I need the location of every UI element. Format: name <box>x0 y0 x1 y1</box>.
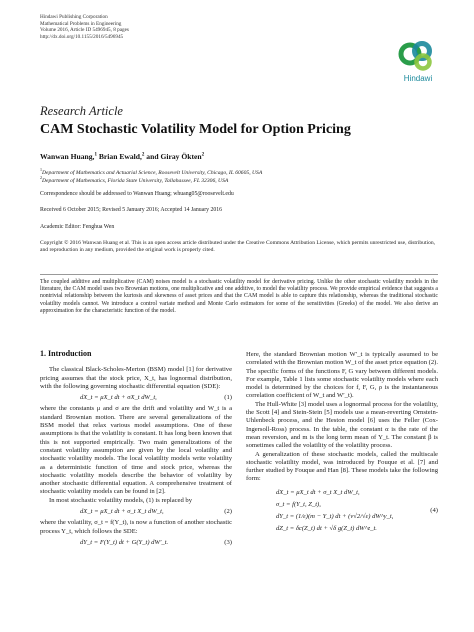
correspondence: Correspondence should be addressed to Wanwan Huang; whuang05@roosevelt.edu <box>40 191 234 197</box>
doi-link[interactable]: http://dx.doi.org/10.1155/2016/5496945 <box>40 33 124 40</box>
affiliation-text: Department of Mathematics and Actuarial Science, Roosevelt University, Chicago, IL 60605, USA <box>42 169 263 176</box>
academic-editor: Academic Editor: Fenghua Wen <box>40 224 115 230</box>
affiliation <box>40 175 228 184</box>
paragraph: where the volatility, σ_t = f(Y_t), is now a function of another stochastic process Y_t, which follows the SDE: <box>40 519 232 535</box>
left-column <box>40 348 232 550</box>
section-heading: 1. Introduction <box>40 349 92 358</box>
equation-4 <box>246 484 438 538</box>
equation-line: dX_t = μX_t dt + σ_t X_t dW_t, <box>276 488 360 496</box>
author-name: Wanwan Huang, <box>40 152 95 161</box>
article-title: CAM Stochastic Volatility Model for Option Pricing <box>40 122 351 137</box>
paragraph: The classical Black-Scholes-Merton (BSM) model [1] for derivative pricing assumes that the stock price, X_t, has lognormal distribution, with the following governing stochastic differential equation (SDE): <box>40 366 232 390</box>
journal-name: Mathematical Problems in Engineering <box>40 20 122 27</box>
article-dates: Received 6 October 2015; Revised 5 January 2016; Accepted 14 January 2016 <box>40 207 223 213</box>
equation-line: dY_t = (1/ε)(m − Y_t) dt + (ν√2/√ε) dW^y_t, <box>276 512 394 520</box>
equation-body: dY_t = F(Y_t) dt + G(Y_t) dW′_t. <box>80 538 169 546</box>
paragraph: In most stochastic volatility models, (1) is replaced by <box>49 496 193 504</box>
paragraph: The Hull-White [3] model uses a lognormal process for the volatility, the Scott [4] and Stein-Stein [5] models use a mean-reverting Ornstein-Uhlenbeck process, and the Heston model [6] uses the Feller (Cox-Ingersoll-Ross) process. In the table, the constant α is the rate of the mean reversion, and m is the long term mean of Y_t. The constant β is sometimes called the volatility of the volatility process. <box>246 400 438 450</box>
author-name: and Giray Ökten <box>144 152 202 161</box>
equation-number: (4) <box>430 506 438 514</box>
hindawi-logo-icon <box>396 40 440 74</box>
author-affil-mark: 2 <box>141 152 145 158</box>
equation-1 <box>40 391 232 405</box>
author-list <box>40 152 204 161</box>
hindawi-logo-text: Hindawi <box>403 74 433 83</box>
hindawi-logo <box>396 40 440 83</box>
equation-number: (2) <box>224 508 232 516</box>
right-column <box>246 351 438 538</box>
equation-line: σ_t = f(Y_t, Z_t), <box>276 500 321 508</box>
equation-3 <box>40 536 232 550</box>
equation-2 <box>40 505 232 519</box>
affiliation-text: Department of Mathematics, Florida State University, Tallahassee, FL 32306, USA <box>42 177 229 184</box>
publisher-name: Hindawi Publishing Corporation <box>40 14 108 20</box>
paragraph: where the constants μ and σ are the drift and volatility and W_t is a standard Brownian motion. There are several generalizations of the BSM model that relax various model assumptions. One of these assumptions is that the volatility is constant. It has long been known that this is not supported empirically. Two main generalizations of the constant volatility assumption are given by the local volatility and stochastic volatility models. The local volatility models write volatility as a deterministic function of time and stock price, whereas the stochastic volatility models describe the behavior of volatility by another stochastic differential equation. A comprehensive treatment of stochastic volatility models can be found in [2]. <box>40 405 232 496</box>
author-affil-mark: 1 <box>94 152 97 158</box>
author-name: Brian Ewald, <box>96 152 142 161</box>
affiliation-mark: 1 <box>40 167 42 172</box>
equation-number: (1) <box>224 394 232 402</box>
copyright-notice: Copyright © 2016 Wanwan Huang et al. This is an open access article distributed under the Creative Commons Attribution License, which permits unrestricted use, distribution, and reproduction in any medium, provided the original work is properly cited. <box>40 240 436 254</box>
equation-body: dX_t = μX_t dt + σX_t dW_t, <box>80 394 157 402</box>
equation-system <box>276 487 424 535</box>
volume-info: Volume 2016, Article ID 5496945, 8 pages <box>40 27 129 34</box>
author-affil-mark: 2 <box>201 152 205 158</box>
paragraph: Here, the standard Brownian motion W′_t is typically assumed to be correlated with the Brownian motion W_t of the asset price equation (2). The specific forms of the functions F, G vary between different models. For example, Table 1 lists some stochastic volatility models where each model is determined by the choices for f, F, G, ρ is the instantaneous correlation coefficient of W_t and W′_t). <box>246 351 438 400</box>
affiliation-mark: 2 <box>40 175 42 180</box>
equation-number: (3) <box>224 538 232 546</box>
abstract-text: The coupled additive and multiplicative (CAM) noises model is a stochastic volatility model for derivative pricing. Unlike the other stochastic volatility models in the literature, the CAM model uses two Brownian motions, one multiplicative and one additive, to model the volatility process. We provide empirical evidence that suggests a nontrivial relationship between the kurtosis and skewness of asset prices and that the CAM model is able to capture this relationship, whereas the traditional stochastic volatility models cannot. We introduce a control variate method and Monte Carlo estimators for some of the sensitivities (Greeks) of the model. We also derive an approximation for the characteristic function of the model. <box>40 279 438 314</box>
publisher-info <box>40 14 129 40</box>
abstract-divider <box>40 274 438 275</box>
equation-body: dX_t = μX_t dt + σ_t X_t dW_t, <box>80 508 164 516</box>
equation-line: dZ_t = δc(Z_t) dt + √δ g(Z_t) dW^z_t. <box>276 524 377 532</box>
article-type: Research Article <box>40 104 123 118</box>
paragraph: A generalization of these stochastic models, called the multiscale stochastic volatility model, was introduced by Fouque et al. [7] and further studied by Fouque and Han [8]. These models take the following form: <box>246 450 438 483</box>
